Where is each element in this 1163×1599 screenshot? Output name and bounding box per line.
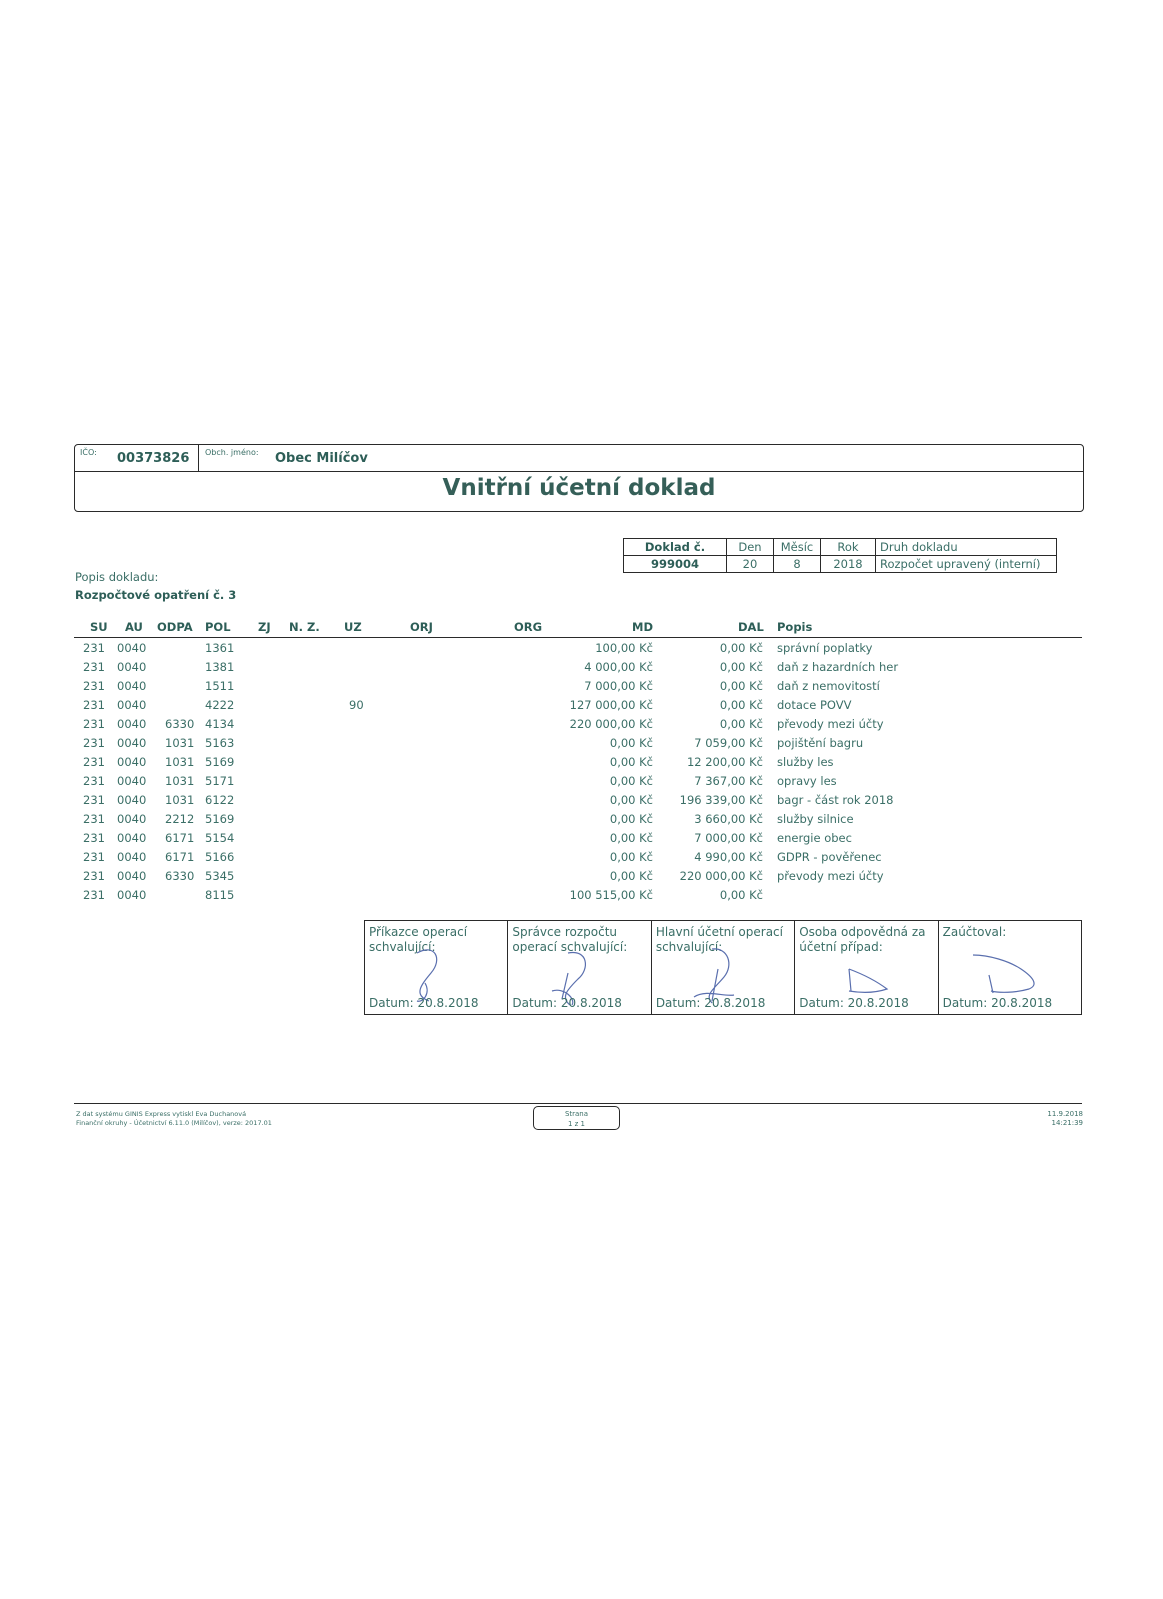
footer-source-line: Z dat systému GINIS Express vytiskl Eva Duchanová xyxy=(76,1110,247,1118)
signature-block xyxy=(364,920,1082,1015)
cell-su: 231 xyxy=(83,679,105,693)
cell-odpa: 1031 xyxy=(165,755,195,769)
table-row xyxy=(0,850,1163,868)
cell-su: 231 xyxy=(83,812,105,826)
signature-date: Datum: 20.8.2018 xyxy=(369,996,479,1010)
cell-popis: daň z hazardních her xyxy=(777,660,899,674)
cell-su: 231 xyxy=(83,717,105,731)
signature-date: Datum: 20.8.2018 xyxy=(655,996,766,1010)
cell-dal: 0,00 Kč xyxy=(719,679,763,693)
cell-su: 231 xyxy=(83,736,105,750)
cell-odpa: 2212 xyxy=(165,812,195,826)
cell-au: 0040 xyxy=(117,717,147,731)
cell-md: 127 000,00 Kč xyxy=(569,698,653,712)
signature-box-hlavni-ucetni xyxy=(652,921,795,1014)
cell-popis: služby les xyxy=(777,755,834,769)
col-nz: N. Z. xyxy=(289,620,320,634)
cell-su: 231 xyxy=(83,660,105,674)
doklad-meta-table xyxy=(623,538,1057,573)
cell-dal: 0,00 Kč xyxy=(719,641,763,655)
cell-popis: energie obec xyxy=(777,831,852,845)
cell-au: 0040 xyxy=(117,850,147,864)
table-row xyxy=(0,679,1163,697)
signature-title: Zaúčtoval: xyxy=(942,925,1007,939)
table-row xyxy=(0,717,1163,735)
cell-dal: 196 339,00 Kč xyxy=(679,793,763,807)
cell-md: 0,00 Kč xyxy=(609,736,653,750)
cell-su: 231 xyxy=(83,641,105,655)
cell-popis: správní poplatky xyxy=(777,641,873,655)
cell-md: 7 000,00 Kč xyxy=(584,679,653,693)
cell-au: 0040 xyxy=(117,660,147,674)
cell-dal: 7 000,00 Kč xyxy=(694,831,763,845)
cell-su: 231 xyxy=(83,774,105,788)
cell-pol: 1381 xyxy=(205,660,235,674)
cell-au: 0040 xyxy=(117,812,147,826)
table-row xyxy=(0,888,1163,906)
mesic-value: 8 xyxy=(774,556,821,573)
col-popis: Popis xyxy=(777,620,813,634)
col-su: SU xyxy=(90,620,108,634)
table-row xyxy=(0,812,1163,830)
cell-su: 231 xyxy=(83,850,105,864)
obch-label: Obch. jméno: xyxy=(205,448,259,457)
ico-value: 00373826 xyxy=(117,451,190,466)
cell-su: 231 xyxy=(83,793,105,807)
col-zj: ZJ xyxy=(258,620,271,634)
rok-label: Rok xyxy=(821,539,876,556)
rok-value: 2018 xyxy=(821,556,876,573)
signature-box-spravce xyxy=(508,921,651,1014)
cell-au: 0040 xyxy=(117,641,147,655)
cell-pol: 5169 xyxy=(205,812,235,826)
col-au: AU xyxy=(125,620,143,634)
cell-au: 0040 xyxy=(117,755,147,769)
columns-rule xyxy=(74,637,1082,638)
signature-box-prikazce xyxy=(365,921,508,1014)
cell-odpa: 6171 xyxy=(165,831,195,845)
cell-md: 100,00 Kč xyxy=(595,641,653,655)
cell-pol: 5171 xyxy=(205,774,235,788)
cell-odpa: 1031 xyxy=(165,774,195,788)
table-row xyxy=(0,869,1163,887)
cell-popis: převody mezi účty xyxy=(777,869,884,883)
cell-pol: 5154 xyxy=(205,831,235,845)
col-md: MD xyxy=(632,620,653,634)
document-title: Vnitřní účetní doklad xyxy=(442,475,716,501)
cell-popis: bagr - část rok 2018 xyxy=(777,793,894,807)
col-pol: POL xyxy=(205,620,231,634)
cell-dal: 4 990,00 Kč xyxy=(694,850,763,864)
doklad-value: 999004 xyxy=(624,556,727,573)
mesic-label: Měsíc xyxy=(774,539,821,556)
signature-box-zauctoval xyxy=(939,921,1081,1014)
table-row xyxy=(0,793,1163,811)
cell-su: 231 xyxy=(83,831,105,845)
col-uz: UZ xyxy=(344,620,362,634)
cell-popis: pojištění bagru xyxy=(777,736,864,750)
page-number: 1 z 1 xyxy=(567,1120,586,1128)
cell-popis: převody mezi účty xyxy=(777,717,884,731)
signature-title: Hlavní účetní operací schvalující: xyxy=(655,925,783,954)
signature-date: Datum: 20.8.2018 xyxy=(942,996,1053,1010)
signature-title: Osoba odpovědná za účetní případ: xyxy=(799,925,926,954)
cell-md: 4 000,00 Kč xyxy=(584,660,653,674)
meta-header-row xyxy=(624,539,1057,556)
cell-uz: 90 xyxy=(349,698,364,712)
signature-box-osoba-odpovedna xyxy=(795,921,938,1014)
cell-au: 0040 xyxy=(117,869,147,883)
table-row xyxy=(0,698,1163,716)
cell-md: 0,00 Kč xyxy=(609,850,653,864)
cell-au: 0040 xyxy=(117,736,147,750)
cell-md: 0,00 Kč xyxy=(609,869,653,883)
col-orj: ORJ xyxy=(410,620,433,634)
den-value: 20 xyxy=(727,556,774,573)
footer-module-line: Finanční okruhy - Účetnictví 6.11.0 (Milíčov), verze: 2017.01 xyxy=(76,1119,272,1127)
cell-su: 231 xyxy=(83,869,105,883)
header-divider xyxy=(75,471,1083,472)
cell-popis: služby silnice xyxy=(777,812,854,826)
cell-dal: 0,00 Kč xyxy=(719,698,763,712)
cell-au: 0040 xyxy=(117,831,147,845)
table-row xyxy=(0,831,1163,849)
cell-pol: 5163 xyxy=(205,736,235,750)
signature-date: Datum: 20.8.2018 xyxy=(799,996,909,1010)
ico-label: IČO: xyxy=(80,448,97,457)
popis-value: Rozpočtové opatření č. 3 xyxy=(75,588,237,602)
cell-su: 231 xyxy=(83,888,105,902)
table-row xyxy=(0,755,1163,773)
cell-dal: 7 059,00 Kč xyxy=(694,736,763,750)
cell-au: 0040 xyxy=(117,774,147,788)
druh-value: Rozpočet upravený (interní) xyxy=(876,556,1057,573)
cell-dal: 220 000,00 Kč xyxy=(679,869,763,883)
col-org: ORG xyxy=(514,620,543,634)
col-odpa: ODPA xyxy=(157,620,193,634)
meta-value-row xyxy=(624,556,1057,573)
signature-title: Příkazce operací schvalující: xyxy=(369,925,468,954)
print-date: 11.9.2018 xyxy=(1047,1110,1083,1118)
table-row xyxy=(0,736,1163,754)
cell-odpa: 1031 xyxy=(165,793,195,807)
cell-au: 0040 xyxy=(117,679,147,693)
print-timestamp xyxy=(1047,1110,1083,1128)
cell-pol: 4222 xyxy=(205,698,235,712)
cell-pol: 6122 xyxy=(205,793,235,807)
page-label: Strana xyxy=(564,1110,589,1118)
cell-au: 0040 xyxy=(117,888,147,902)
cell-odpa: 6171 xyxy=(165,850,195,864)
cell-popis: daň z nemovitostí xyxy=(777,679,880,693)
cell-odpa: 1031 xyxy=(165,736,195,750)
cell-odpa: 6330 xyxy=(165,717,195,731)
cell-pol: 5345 xyxy=(205,869,235,883)
cell-md: 100 515,00 Kč xyxy=(569,888,653,902)
druh-label: Druh dokladu xyxy=(876,539,1057,556)
cell-dal: 7 367,00 Kč xyxy=(694,774,763,788)
signature-date: Datum: 20.8.2018 xyxy=(512,996,622,1010)
cell-md: 0,00 Kč xyxy=(609,831,653,845)
cell-au: 0040 xyxy=(117,698,147,712)
cell-popis: dotace POVV xyxy=(777,698,852,712)
col-dal: DAL xyxy=(738,620,764,634)
cell-pol: 5166 xyxy=(205,850,235,864)
cell-dal: 12 200,00 Kč xyxy=(686,755,763,769)
popis-label: Popis dokladu: xyxy=(75,570,159,584)
cell-md: 0,00 Kč xyxy=(609,755,653,769)
footer-source xyxy=(76,1110,272,1128)
cell-pol: 8115 xyxy=(205,888,235,902)
cell-md: 0,00 Kč xyxy=(609,774,653,788)
den-label: Den xyxy=(727,539,774,556)
cell-su: 231 xyxy=(83,755,105,769)
cell-dal: 0,00 Kč xyxy=(719,717,763,731)
header-separator xyxy=(198,445,199,471)
doklad-label: Doklad č. xyxy=(624,539,727,556)
cell-md: 220 000,00 Kč xyxy=(569,717,653,731)
obch-value: Obec Milíčov xyxy=(275,451,368,466)
cell-su: 231 xyxy=(83,698,105,712)
cell-pol: 5169 xyxy=(205,755,235,769)
print-time: 14:21:39 xyxy=(1051,1119,1083,1127)
table-row xyxy=(0,774,1163,792)
cell-au: 0040 xyxy=(117,793,147,807)
cell-popis: opravy les xyxy=(777,774,837,788)
cell-pol: 1361 xyxy=(205,641,235,655)
document-header xyxy=(74,444,1084,512)
table-row xyxy=(0,660,1163,678)
cell-md: 0,00 Kč xyxy=(609,793,653,807)
cell-pol: 1511 xyxy=(205,679,235,693)
cell-odpa: 6330 xyxy=(165,869,195,883)
cell-dal: 0,00 Kč xyxy=(719,888,763,902)
cell-md: 0,00 Kč xyxy=(609,812,653,826)
table-row xyxy=(0,641,1163,659)
cell-popis: GDPR - pověřenec xyxy=(777,850,882,864)
page-indicator xyxy=(533,1106,620,1130)
signature-title: Správce rozpočtu operací schvalující: xyxy=(512,925,628,954)
cell-dal: 0,00 Kč xyxy=(719,660,763,674)
cell-pol: 4134 xyxy=(205,717,235,731)
cell-dal: 3 660,00 Kč xyxy=(694,812,763,826)
footer-rule xyxy=(74,1103,1082,1104)
